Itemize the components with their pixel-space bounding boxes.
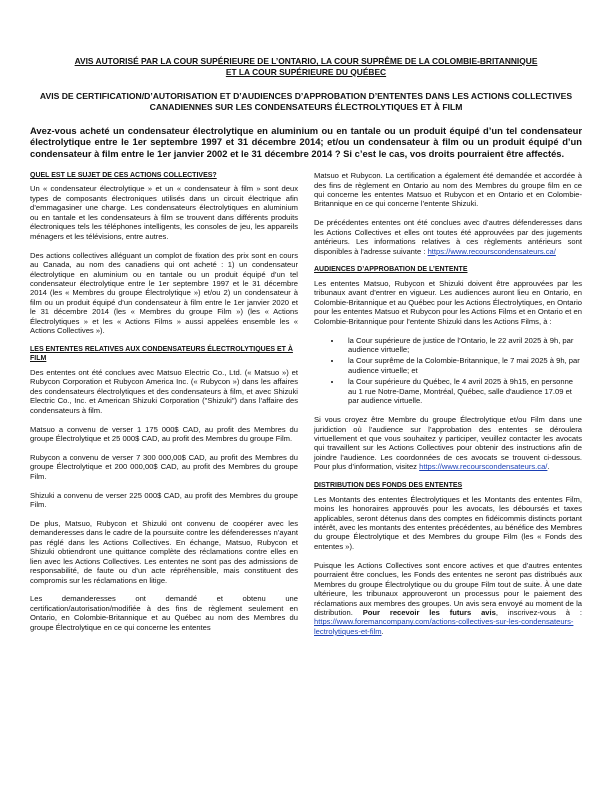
- body-columns: [30, 171, 582, 646]
- paragraph: Un « condensateur électrolytique » et un « condensateur à film » sont deux types de composants électroniques utilisés dans un circuit électrique afin d’emmagasiner une charge. Les condensateurs électrolytiques en aluminium ou en tantale et les condensateurs à film se trouvent dans différents produits électroniques tels les téléphones intelligents, les consoles de jeu, les appareils ménagers et les télévisions, entre autres.: [30, 184, 298, 241]
- paragraph-text: Si vous croyez être Membre du groupe Électrolytique et/ou Film dans une juridiction où l’audience sur l’approbation des ententes se déroulera virtuellement et que vous souhaitez y participer, veuillez contacter les avocats qui travaillent sur les Actions Collectives pour obtenir des instructions afin de joindre l’audience. Les coordonnées de ces avocats se trouvent ci-dessous. Pour plus d’information, visitez: [314, 415, 582, 472]
- paragraph: [314, 218, 582, 256]
- register-emphasis: Pour recevoir les futurs avis: [362, 608, 496, 617]
- paragraph: [314, 561, 582, 637]
- notice-page: [30, 56, 582, 646]
- paragraph: Des actions collectives alléguant un complot de fixation des prix sont en cours au Canada, au nom des canadiens qui ont acheté : 1) un condensateur électrolytique en aluminium ou en tantale ou un produit équipé d’un tel condensateur électrolytique entre le 1er septembre 1997 et le 31 décembre 2014 (les « Membres du groupe Électrolytique ») et/ou 2) un condensateur à film ou un produit équipé d’un condensateur à film entre le 1er janvier 2020 et le 31 décembre 2014 (les « Membres du groupe Film ») (les « Actions Électrolytiques » et les « Actions Films » aussi appelées ensemble les « Actions Collectives »).: [30, 250, 298, 336]
- hearing-list: [314, 336, 582, 406]
- paragraph: Des ententes ont été conclues avec Matsuo Electric Co., Ltd. (« Matsuo ») et Rubycon Corporation et Rubycon America Inc. (« Rubycon ») dans les affaires des condensateurs électrolytiques et des condensateurs à film, et avec Shizuki Electric Co., Inc. et American Shizuki Corporation ("Shizuki") dans l'affaire des condensateurs à film.: [30, 367, 298, 415]
- paragraph-text: , inscrivez-vous à :: [495, 608, 582, 617]
- list-item: • la Cour supérieure du Québec, le 4 avril 2025 à 9h15, en personne au 1 rue Notre-Dame, Montréal, Québec, salle d'audience 17.09 et par audience virtuelle.: [342, 377, 582, 405]
- punctuation: .: [547, 462, 550, 472]
- paragraph: Shizuki a convenu de verser 225 000$ CAD, au profit des Membres du groupe Film.: [30, 490, 298, 510]
- paragraph: Les demanderesses ont demandé et obtenu une certification/autorisation/modifiée à des fins de règlement seulement en Ontario, en Colombie-Britannique et au Québec au nom des Membres du groupe Électrolytique en ce qui concerne les ententes: [30, 594, 298, 632]
- paragraph-text: Puisque les Actions Collectives sont encore actives et que d’autres ententes pourraient être conclues, les Fonds des ententes ne seront pas distribués aux Membres du groupe Électrolytique ou du groupe Film tout de suite. À une date ultérieure, les tribunaux approuveront un processus pour le paiement des réclamations aux membres des groupes. Un avis sera envoyé au moment de la distribution.: [314, 560, 582, 617]
- paragraph: De plus, Matsuo, Rubycon et Shizuki ont convenu de coopérer avec les demanderesses dans le cadre de la poursuite contre les défenderesses n’ayant pas réglé dans les Actions Collectives. En échange, Matsuo, Rubycon et Shizuki obtiendront une quittance complète des réclamations contre elles en lien avec les Actions Collectives. Les ententes ne sont pas des admissions de responsabilité, de faute ou d’un acte répréhensible, mais constituent des compromis sur les réclamations en litige.: [30, 518, 298, 585]
- court-header-line-2: ET LA COUR SUPÉRIEURE DU QUÉBEC: [225, 66, 387, 77]
- paragraph-text: De précédentes ententes ont été conclues avec d’autres défenderesses dans les Actions Collectives et elles ont toutes été approuvées par des jugements antérieurs. Les informations relatives à ces règlements antérieurs sont disponibles à l’adresse suivante :: [314, 218, 582, 256]
- section-heading-subject: QUEL EST LE SUJET DE CES ACTIONS COLLECTIVES?: [30, 172, 217, 180]
- list-item: • la Cour supérieure de justice de l’Ontario, le 22 avril 2025 à 9h, par audience virtuelle;: [342, 336, 582, 355]
- section-heading-hearings: AUDIENCES D’APPROBATION DE L’ENTENTE: [314, 266, 468, 274]
- court-header-line-1: AVIS AUTORISÉ PAR LA COUR SUPÉRIEURE DE L’ONTARIO, LA COUR SUPRÊME DE LA COLOMBIE-BRITANNIQUE: [74, 56, 538, 66]
- list-item: • la Cour suprême de la Colombie-Britannique, le 7 mai 2025 à 9h, par audience virtuelle; et: [342, 356, 582, 375]
- settlements-website-link[interactable]: https://www.recourscondensateurs.ca/: [427, 246, 556, 256]
- paragraph: Matsuo et Rubycon. La certification a également été demandée et accordée à des fins de règlement en Ontario au nom des Membres du groupe film en ce qui concerne les ententes Matsuo et Rubycon et en Ontario et en Colombie-Britannique en ce qui concerne l’entente Shizuki.: [314, 171, 582, 209]
- paragraph: [314, 415, 582, 472]
- registration-link[interactable]: https://www.foremancompany.com/actions-collectives-sur-les-condensateurs-lectrolytiques-et-film: [314, 617, 574, 636]
- punctuation: .: [381, 626, 384, 636]
- paragraph: Rubycon a convenu de verser 7 300 000,00$ CAD, au profit des Membres du groupe Électrolytique et 200 000,00$ CAD, au profit des Membres du groupe Film.: [30, 452, 298, 481]
- section-heading-settlements: LES ENTENTES RELATIVES AUX CONDENSATEURS ÉLECTROLYTIQUES ET À FILM: [30, 346, 293, 363]
- left-column: [30, 171, 298, 646]
- paragraph: Les Montants des ententes Électrolytiques et les Montants des ententes Film, moins les honoraires approuvés pour les avocats, les déboursés et taxes applicables, seront détenus dans des comptes en fidéicommis distincts portant intérêt, avec les montants des ententes précédentes, au bénéfice des Membres du groupe Électrolytique et des Membres du groupe Film (les « Fonds des ententes »).: [314, 494, 582, 551]
- class-action-website-link[interactable]: https://www.recourscondensateurs.ca/: [419, 462, 548, 472]
- right-column: [314, 171, 582, 646]
- notice-title: AVIS DE CERTIFICATION/D’AUTORISATION ET D’AUDIENCES D’APPROBATION D’ENTENTES DANS LES ACTIONS COLLECTIVES CANADIENNES SUR LES CONDENSATEURS ÉLECTROLYTIQUES ET À FILM: [39, 91, 573, 113]
- lead-question: Avez-vous acheté un condensateur électrolytique en aluminium ou en tantale ou un produit équipé d’un tel condensateur électrolytique entre le 1er septembre 1997 et 31 décembre 2014; et/ou un condensateur à film ou un produit équipé d’un condensateur à film entre le 1er janvier 2002 et le 31 décembre 2014 ? Si c’est le cas, vos droits pourraient être affectés.: [30, 125, 582, 159]
- paragraph: Les ententes Matsuo, Rubycon et Shizuki doivent être approuvées par les tribunaux avant d’entrer en vigueur. Les audiences auront lieu en Ontario, en Colombie-Britannique et au Québec pour les Actions Électrolytiques, en Ontario pour les ententes Matsuo et Rubycon pour les Actions Films et en Ontario et en Colombie-Britannique pour l’entente Shizuki dans les Actions Films, à :: [314, 278, 582, 326]
- paragraph: Matsuo a convenu de verser 1 175 000$ CAD, au profit des Membres du groupe Électrolytique et 25 000$ CAD, au profit des Membres du groupe Film.: [30, 424, 298, 443]
- section-heading-distribution: DISTRIBUTION DES FONDS DES ENTENTES: [314, 482, 463, 490]
